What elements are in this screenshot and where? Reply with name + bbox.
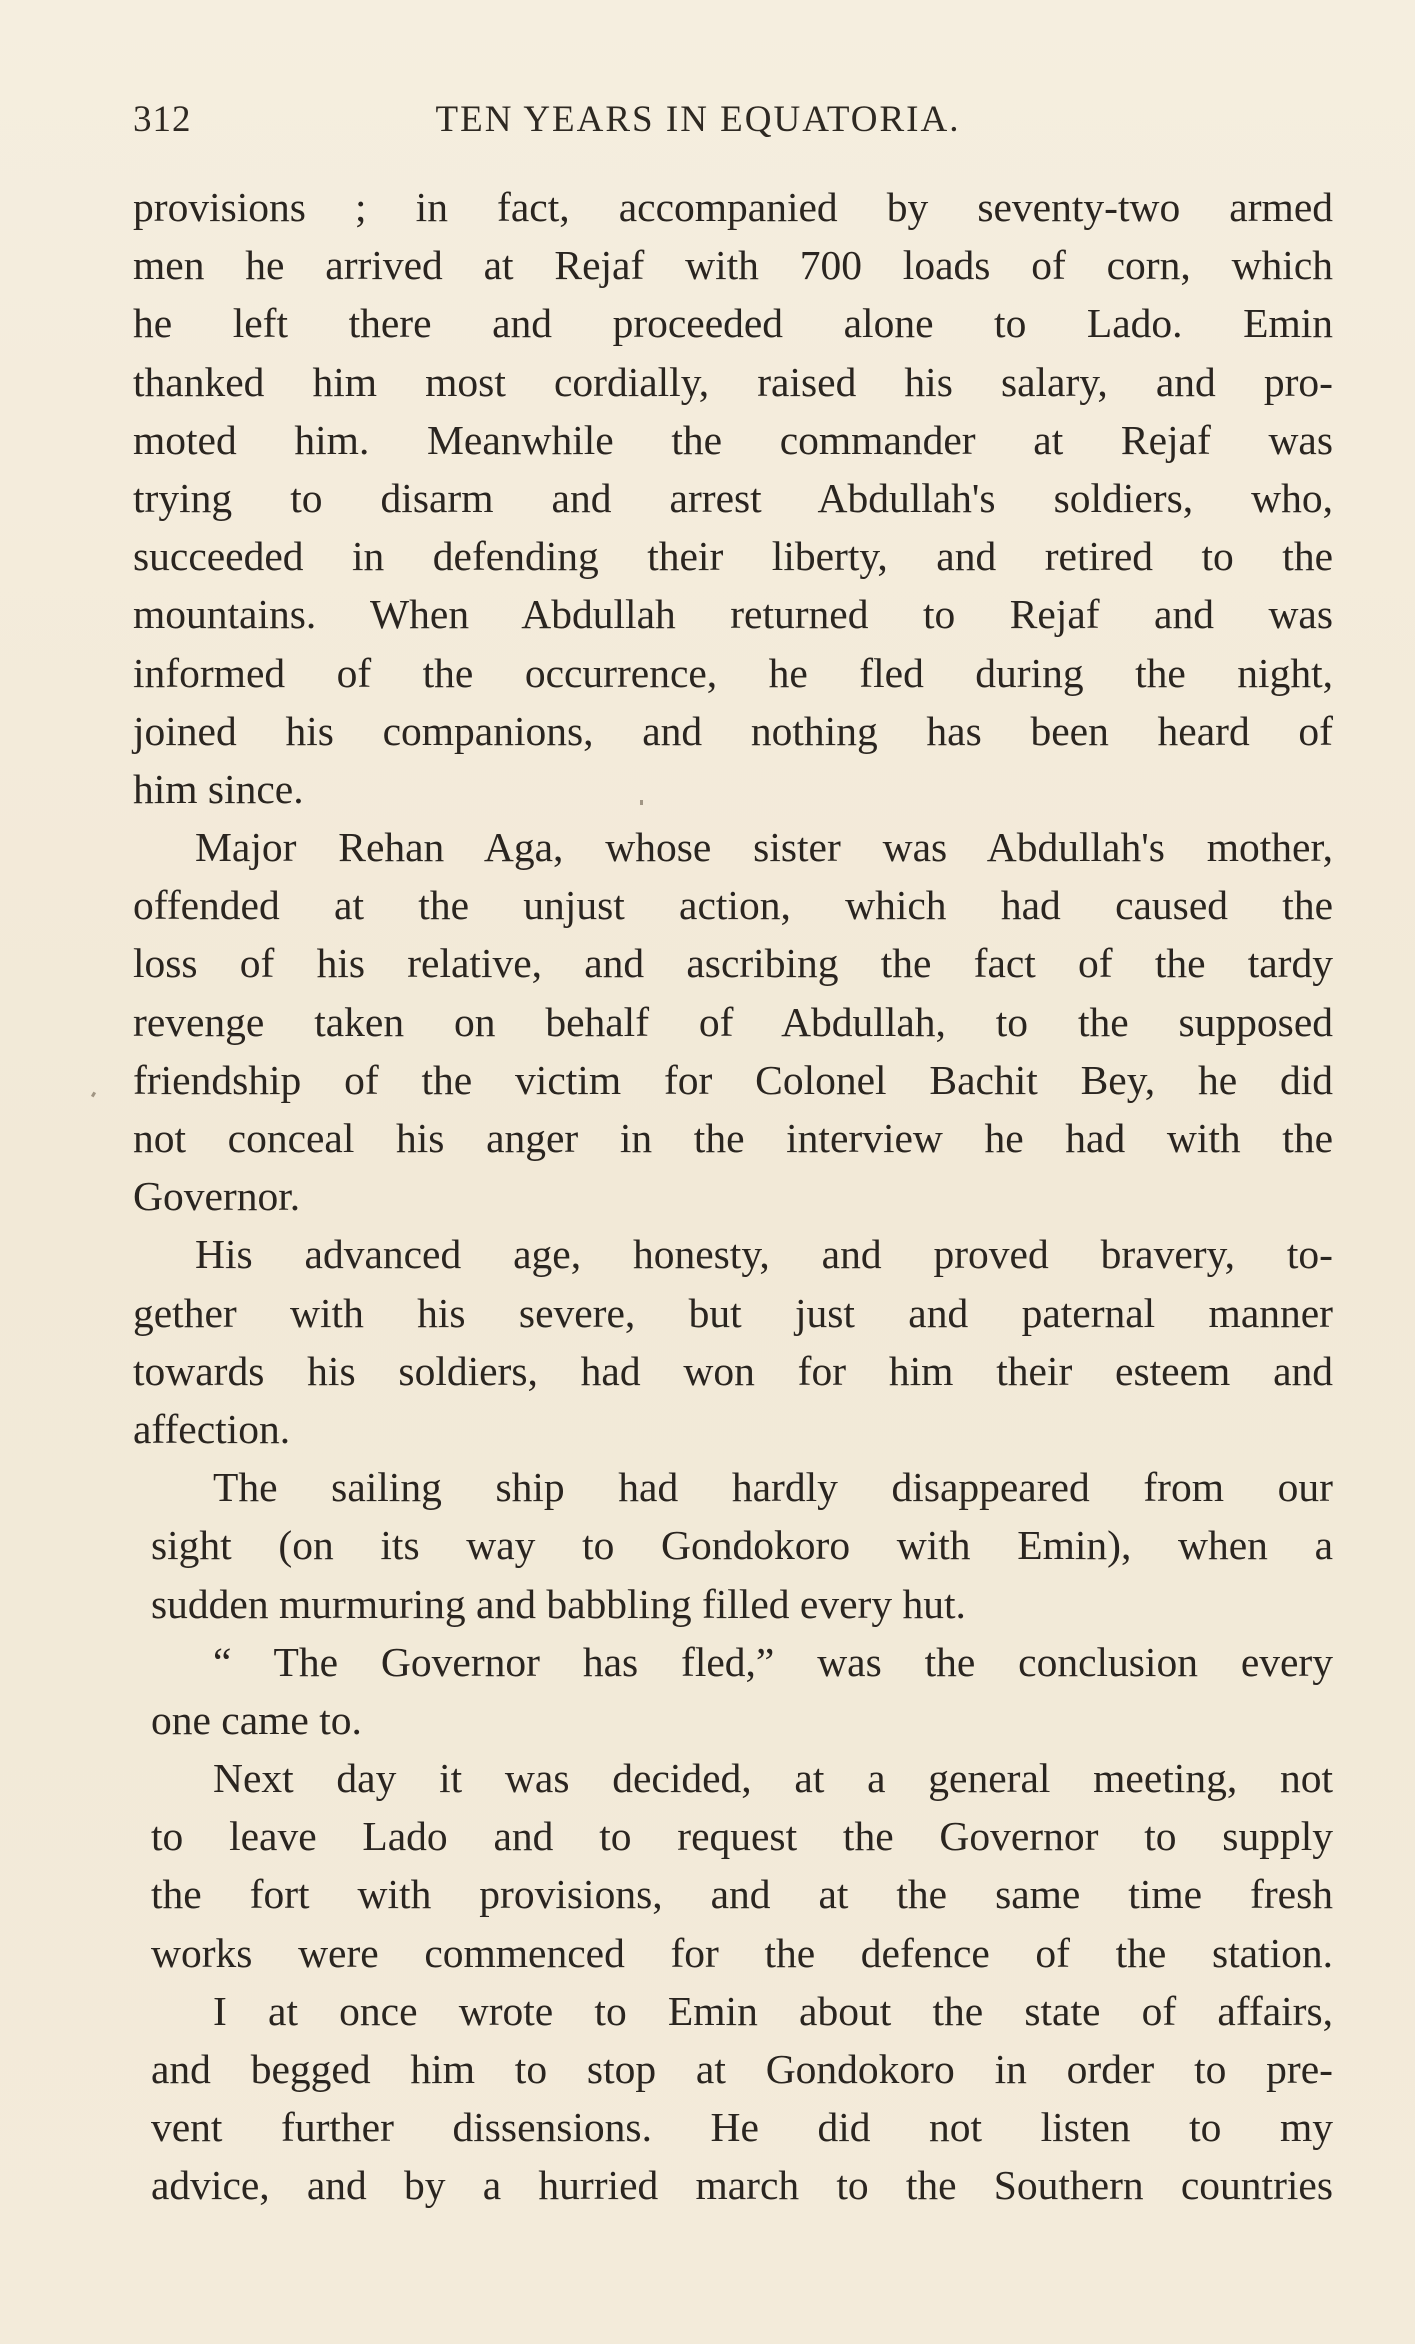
text-line: the fort with provisions, and at the same time fresh bbox=[151, 1871, 1333, 1918]
paragraph bbox=[151, 1458, 1333, 1633]
text-line: The sailing ship had hardly disappeared from our bbox=[213, 1464, 1333, 1511]
text-line: Major Rehan Aga, whose sister was Abdullah's mother, bbox=[195, 824, 1333, 871]
running-title: TEN YEARS IN EQUATORIA. bbox=[435, 99, 961, 140]
text-line: to leave Lado and to request the Governor to supply bbox=[151, 1813, 1333, 1860]
paragraph bbox=[133, 178, 1333, 818]
paper-speck bbox=[640, 800, 643, 805]
text-line: advice, and by a hurried march to the Southern countries bbox=[151, 2162, 1333, 2209]
text-line: towards his soldiers, had won for him their esteem and bbox=[133, 1347, 1333, 1394]
text-line: men he arrived at Rejaf with 700 loads of corn, which bbox=[133, 242, 1333, 289]
text-line: Governor. bbox=[133, 1173, 301, 1220]
text-line: not conceal his anger in the interview he had with the bbox=[133, 1115, 1333, 1161]
text-line: loss of his relative, and ascribing the fact of the tardy bbox=[133, 940, 1333, 987]
text-line: vent further dissensions. He did not listen to my bbox=[151, 2104, 1333, 2151]
paragraph bbox=[133, 1225, 1333, 1458]
text-line: joined his companions, and nothing has been heard of bbox=[133, 707, 1333, 754]
text-line: mountains. When Abdullah returned to Rejaf and was bbox=[133, 591, 1333, 638]
text-line: he left there and proceeded alone to Lado. Emin bbox=[133, 300, 1333, 347]
paragraph bbox=[151, 1982, 1333, 2215]
text-line: trying to disarm and arrest Abdullah's soldiers, who, bbox=[133, 474, 1333, 521]
text-line: him since. bbox=[133, 765, 304, 812]
paragraph bbox=[151, 1633, 1333, 1749]
text-line: sudden murmuring and babbling filled every hut. bbox=[151, 1580, 966, 1627]
text-line: works were commenced for the defence of the station. bbox=[151, 1929, 1333, 1976]
text-line: gether with his severe, but just and paternal manner bbox=[133, 1289, 1333, 1336]
text-line: thanked him most cordially, raised his salary, and pro- bbox=[133, 358, 1333, 405]
text-line: one came to. bbox=[151, 1696, 362, 1743]
paragraph bbox=[151, 1749, 1333, 1982]
text-line: affection. bbox=[133, 1405, 291, 1452]
paragraph bbox=[133, 818, 1333, 1225]
body-text bbox=[133, 178, 1333, 2215]
page-number: 312 bbox=[133, 99, 192, 140]
text-line: His advanced age, honesty, and proved bravery, to- bbox=[195, 1231, 1333, 1278]
text-line: sight (on its way to Gondokoro with Emin), when a bbox=[151, 1522, 1333, 1569]
running-head bbox=[133, 98, 1263, 148]
text-line: provisions ; in fact, accompanied by seventy-two armed bbox=[133, 184, 1333, 230]
text-line: “ The Governor has fled,” was the conclusion every bbox=[213, 1638, 1333, 1685]
text-line: I at once wrote to Emin about the state of affairs, bbox=[213, 1987, 1333, 2034]
text-line: Next day it was decided, at a general meeting, not bbox=[213, 1755, 1333, 1802]
text-line: moted him. Meanwhile the commander at Rejaf was bbox=[133, 416, 1333, 463]
text-line: friendship of the victim for Colonel Bachit Bey, he did bbox=[133, 1056, 1333, 1103]
text-line: succeeded in defending their liberty, and retired to the bbox=[133, 533, 1333, 580]
text-line: offended at the unjust action, which had caused the bbox=[133, 882, 1333, 929]
paper-speck bbox=[91, 1092, 96, 1098]
text-line: informed of the occurrence, he fled during the night, bbox=[133, 649, 1333, 696]
text-line: and begged him to stop at Gondokoro in order to pre- bbox=[151, 2046, 1333, 2092]
text-line: revenge taken on behalf of Abdullah, to the supposed bbox=[133, 998, 1333, 1045]
